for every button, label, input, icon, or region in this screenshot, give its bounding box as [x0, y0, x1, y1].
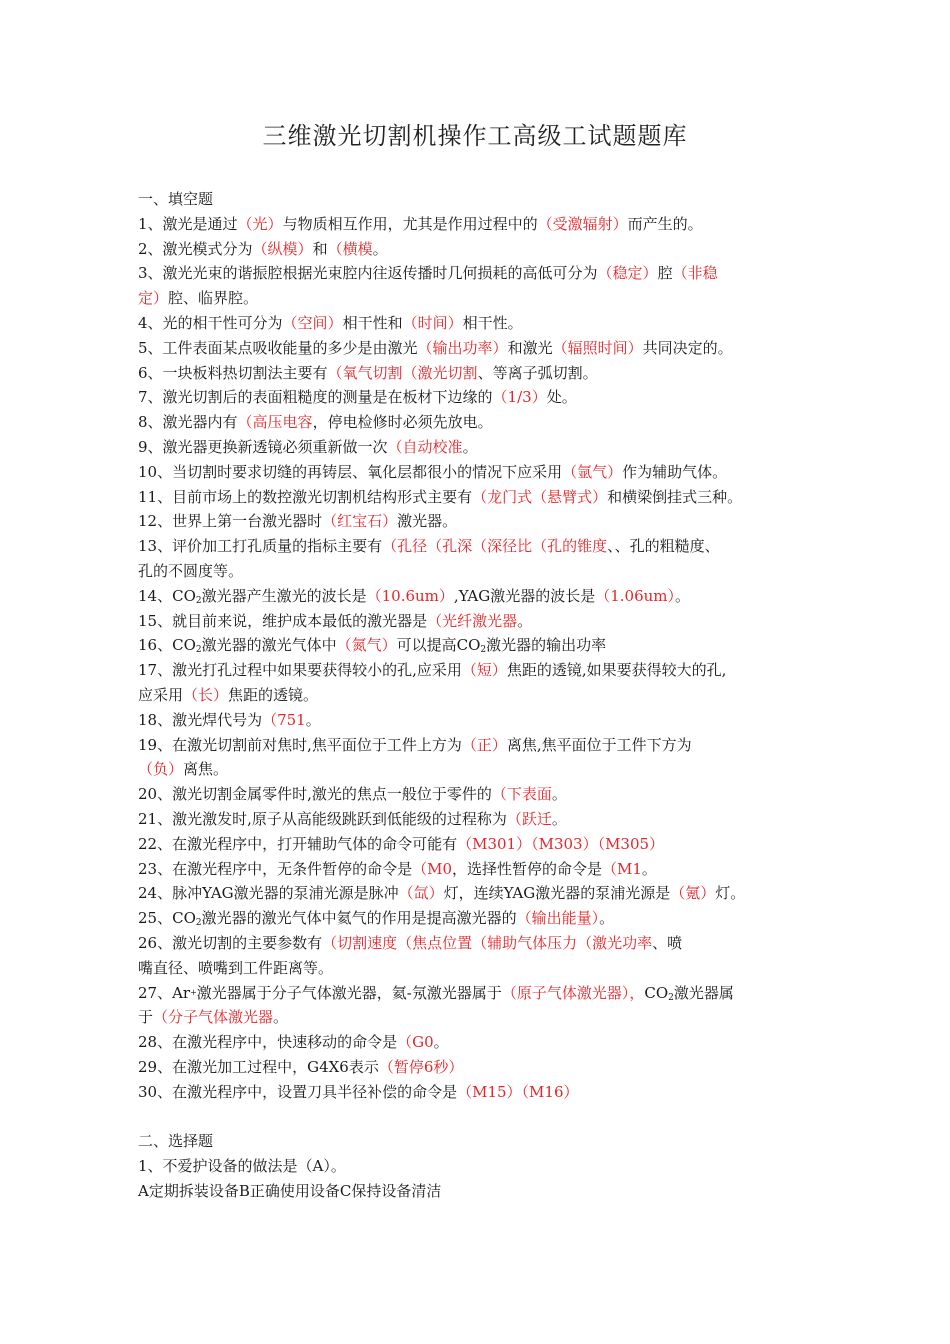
answer-text: （氮气）	[336, 636, 397, 655]
question-text: 、喷	[652, 933, 683, 952]
answer-text: （受激辐射）	[537, 214, 628, 233]
text-line	[138, 658, 828, 683]
question-text: 和	[312, 239, 328, 258]
text-line	[138, 807, 828, 832]
section-heading-choice: 二、选择题	[138, 1132, 214, 1151]
superscript: +	[190, 987, 197, 997]
text-line	[138, 460, 828, 485]
text-line	[138, 633, 828, 658]
question-text: 29、在激光加工过程中，G4X6表示	[138, 1057, 379, 1076]
text-line	[138, 410, 828, 435]
text-line	[138, 609, 828, 634]
text-line	[138, 782, 828, 807]
subscript: 2	[195, 918, 202, 929]
question-text: 4、光的相干性可分为	[138, 313, 283, 332]
text-line	[138, 212, 828, 237]
question-text: 激光器属	[673, 983, 734, 1002]
question-text: 27、Ar	[138, 983, 191, 1002]
question-text: 1、不爱护设备的做法是（A）。	[138, 1157, 346, 1176]
text-line	[138, 261, 828, 286]
text-line	[138, 956, 828, 981]
question-text: 9、激光器更换新透镜必须重新做一次	[138, 437, 388, 456]
answer-text: （纵模）	[252, 239, 313, 258]
question-text: 17、激光打孔过程中如果要获得较小的孔,应采用	[138, 661, 462, 680]
question-text: 。	[462, 437, 478, 456]
text-line	[138, 881, 828, 906]
question-text: 焦距的透镜。	[228, 685, 319, 704]
text-line	[138, 534, 828, 559]
question-text: 灯。	[715, 884, 746, 903]
question-text: 和横梁倒挂式三种。	[607, 487, 743, 506]
question-text: ,YAG激光器的波长是	[453, 586, 596, 605]
answer-text: （1.06um）	[595, 586, 676, 605]
question-text: 。	[641, 859, 657, 878]
question-text: 。	[551, 809, 567, 828]
text-line	[138, 832, 828, 857]
question-text: 、、孔的粗糙度、	[607, 537, 720, 556]
document-title: 三维激光切割机操作工高级工试题题库	[262, 122, 688, 150]
question-text: 。	[433, 1033, 449, 1052]
question-text: 腔	[657, 264, 673, 283]
question-text: 离焦。	[183, 760, 229, 779]
text-line	[138, 1154, 828, 1179]
question-text: 激光器属于分子气体激光器，氦-氖激光器属于	[196, 983, 502, 1002]
text-line	[138, 1030, 828, 1055]
question-text: 可以提高CO	[396, 636, 481, 655]
text-line	[138, 485, 828, 510]
answer-text: （横模	[327, 239, 373, 258]
answer-text: （氧气切割（激光切割	[327, 363, 478, 382]
answer-text: （氪）	[670, 884, 716, 903]
text-line	[138, 361, 828, 386]
question-text: 12、世界上第一台激光器时	[138, 512, 323, 531]
question-text: 共同决定的。	[642, 338, 733, 357]
answer-text: （分子气体激光器	[153, 1008, 274, 1027]
question-text: 11、目前市场上的数控激光切割机结构形式主要有	[138, 487, 473, 506]
text-line	[138, 559, 828, 584]
answer-text: （1/3）	[492, 388, 547, 407]
answer-text: （M301）（M303）（M305）	[457, 834, 665, 853]
question-text: 15、就目前来说，维护成本最低的激光器是	[138, 611, 428, 630]
answer-text: （短）	[461, 661, 507, 680]
question-text: 作为辅助气体。	[622, 462, 728, 481]
answer-text: （输出能量）	[516, 909, 600, 928]
question-text: 28、在激光程序中，快速移动的命令是	[138, 1033, 398, 1052]
question-text: 腔、临界腔。	[168, 289, 259, 308]
question-text: 1、激光是通过	[138, 214, 238, 233]
answer-text: （光纤激光器	[427, 611, 518, 630]
question-text: 22、在激光程序中，打开辅助气体的命令可能有	[138, 834, 458, 853]
text-line	[138, 509, 828, 534]
answer-text: （自动校准	[387, 437, 463, 456]
answer-text: （龙门式（悬臂式）	[472, 487, 608, 506]
subscript: 2	[480, 645, 487, 656]
question-text: 7、激光切割后的表面粗糙度的测量是在板材下边缘的	[138, 388, 493, 407]
answer-text: （负）	[138, 760, 184, 779]
question-text: 。	[372, 239, 388, 258]
answer-text: （M0	[412, 859, 452, 878]
text-line	[138, 237, 828, 262]
question-text: 激光器。	[397, 512, 458, 531]
answer-text: （输出功率）	[417, 338, 508, 357]
section-heading-fill-in: 一、填空题	[138, 190, 214, 208]
text-line	[138, 584, 828, 609]
answer-text: 定）	[138, 289, 169, 308]
answer-text: （氩气）	[562, 462, 623, 481]
fill-in-questions	[138, 212, 828, 1105]
question-text: 和激光	[507, 338, 553, 357]
question-text: 5、工件表面某点吸收能量的多少是由激光	[138, 338, 418, 357]
question-text: 13、评价加工打孔质量的指标主要有	[138, 537, 383, 556]
text-line	[138, 931, 828, 956]
question-text: 嘴直径、喷嘴到工件距离等。	[138, 958, 334, 977]
question-text: 于	[138, 1008, 154, 1027]
section-gap	[138, 1104, 828, 1129]
answer-text: （非稳	[672, 264, 718, 283]
question-text: 23、在激光程序中，无条件暂停的命令是	[138, 859, 413, 878]
answer-text: （正）	[461, 735, 507, 754]
answer-text: （M1	[602, 859, 642, 878]
answer-text: （G0	[397, 1033, 434, 1052]
question-text: 相干性和	[342, 313, 403, 332]
question-text: 20、激光切割金属零件时,激光的焦点一般位于零件的	[138, 785, 492, 804]
question-text: 灯，连续YAG激光器的泵浦光源是	[443, 884, 671, 903]
text-line	[138, 385, 828, 410]
question-text: 、等离子弧切割。	[477, 363, 598, 382]
question-text: 相干性。	[462, 313, 523, 332]
question-text: 。	[305, 710, 321, 729]
text-line	[138, 708, 828, 733]
question-text: 处。	[546, 388, 577, 407]
text-line	[138, 311, 828, 336]
question-text: 19、在激光切割前对焦时,焦平面位于工件上方为	[138, 735, 462, 754]
question-text: 。	[551, 785, 567, 804]
subscript: 2	[668, 992, 674, 1003]
question-text: CO	[644, 983, 669, 1002]
text-line	[138, 286, 828, 311]
answer-text: （光）	[237, 214, 283, 233]
text-line	[138, 981, 828, 1006]
question-text: 16、CO	[138, 636, 196, 655]
question-text: ，选择性暂停的命令是	[452, 859, 603, 878]
question-text: 激光器产生激光的波长是	[201, 586, 367, 605]
text-line	[138, 733, 828, 758]
answer-text: （稳定）	[597, 264, 658, 283]
answer-text: （切割速度（焦点位置（辅助气体压力（激光功率	[322, 933, 653, 952]
answer-text: （长）	[183, 685, 229, 704]
question-text: 而产生的。	[627, 214, 703, 233]
question-text: ，停电检修时必须先放电。	[312, 413, 493, 432]
text-line	[138, 1179, 828, 1204]
question-text: 3、激光光束的谐振腔根据光束腔内往返传播时几何损耗的高低可分为	[138, 264, 598, 283]
subscript: 2	[195, 645, 202, 656]
question-text: 25、CO	[138, 909, 196, 928]
answer-text: （红宝石）	[322, 512, 398, 531]
answer-text: （跃迁	[506, 809, 552, 828]
answer-text: （氙）	[398, 884, 444, 903]
text-line	[138, 1080, 828, 1105]
answer-text: （时间）	[402, 313, 463, 332]
question-text: 10、当切割时要求切缝的再铸层、氧化层都很小的情况下应采用	[138, 462, 563, 481]
question-text: 30、在激光程序中，设置刀具半径补偿的命令是	[138, 1082, 458, 1101]
question-text: 26、激光切割的主要参数有	[138, 933, 323, 952]
choice-questions	[138, 1154, 828, 1204]
question-text: 激光器的激光气体中	[201, 636, 337, 655]
question-text: 18、激光焊代号为	[138, 710, 263, 729]
text-line	[138, 757, 828, 782]
text-line	[138, 1005, 828, 1030]
text-line	[138, 336, 828, 361]
text-line	[138, 857, 828, 882]
question-text: 激光器的激光气体中氦气的作用是提高激光器的	[201, 909, 517, 928]
answer-text: （原子气体激光器），	[501, 983, 645, 1002]
text-line	[138, 683, 828, 708]
question-text: 离焦,焦平面位于工件下方为	[506, 735, 692, 754]
answer-text: （10.6um）	[366, 586, 454, 605]
question-text: 。	[517, 611, 533, 630]
question-text: 与物质相互作用，尤其是作用过程中的	[282, 214, 538, 233]
question-text: 激光器的输出功率	[486, 636, 607, 655]
answer-text: （M15）（M16）	[457, 1082, 579, 1101]
subscript: 2	[195, 595, 202, 606]
document-body	[138, 187, 828, 1204]
question-text: 21、激光激发时,原子从高能级跳跃到低能级的过程称为	[138, 809, 507, 828]
text-line	[138, 1055, 828, 1080]
question-text: 14、CO	[138, 586, 196, 605]
answer-text: （751	[262, 710, 306, 729]
question-text: 8、激光器内有	[138, 413, 238, 432]
text-line	[138, 906, 828, 931]
answer-text: （高压电容	[237, 413, 313, 432]
question-text: 。	[675, 586, 691, 605]
question-text: 。	[599, 909, 615, 928]
question-text: A定期拆装设备B正确使用设备C保持设备清洁	[138, 1181, 442, 1200]
text-line	[138, 435, 828, 460]
question-text: 孔的不圆度等。	[138, 561, 244, 580]
answer-text: （下表面	[491, 785, 552, 804]
question-text: 焦距的透镜,如果要获得较大的孔,	[506, 661, 727, 680]
question-text: 6、一块板料热切割法主要有	[138, 363, 328, 382]
answer-text: （暂停6秒）	[378, 1057, 464, 1076]
answer-text: （孔径（孔深（深径比（孔的锥度	[382, 537, 608, 556]
answer-text: （空间）	[282, 313, 343, 332]
question-text: 24、脉冲YAG激光器的泵浦光源是脉冲	[138, 884, 399, 903]
question-text: 应采用	[138, 685, 184, 704]
question-text: 2、激光模式分为	[138, 239, 253, 258]
question-text: 。	[273, 1008, 289, 1027]
answer-text: （辐照时间）	[552, 338, 643, 357]
